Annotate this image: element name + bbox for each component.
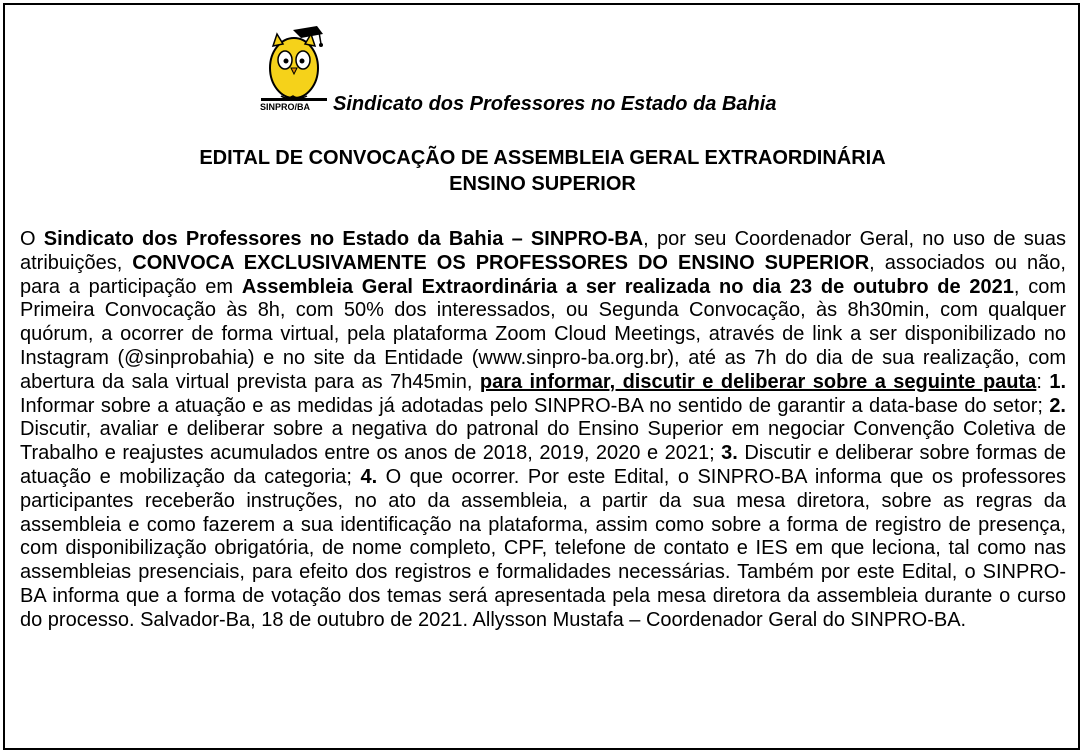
owl-logo [257,24,331,112]
text-segment: Discutir e deliberar sobre formas de atuação e mobilização da categoria; [20,442,1066,488]
text-segment: , com Primeira Convocação às 8h, com 50% dos interessados, ou Segunda Convocação, às 8h30min, com qualquer quórum, a ocorrer de forma virtual, pela plataforma Zoom Cloud Meetings, através de link a ser disponibilizado no Instagram (@sinprobahia) e no site da Entidade (www.sinpro-ba.org.br), até as 7h do dia de sua realização, com abertura da sala virtual prevista para as 7h45min, [20,275,1066,393]
item-number-4: 4. [360,465,378,488]
text-segment: O [20,228,44,250]
text-segment: , associados ou não, para a participação em [20,251,1066,298]
document-subtitle: ENSINO SUPERIOR [449,173,636,195]
text-segment: : [1036,370,1050,393]
document-title: EDITAL DE CONVOCAÇÃO DE ASSEMBLEIA GERAL EXTRAORDINÁRIA [199,147,886,169]
bold-segment-org: Sindicato dos Professores no Estado da Bahia – SINPRO-BA [43,228,644,250]
text-segment: Discutir, avaliar e deliberar sobre a negativa do patronal do Ensino Superior em negociar Convenção Coletiva de Trabalho e reajustes acumulados entre os anos de 2018, 2019, 2020 e 2021; [20,418,1066,465]
logo-lettering: SINPRO/BA [260,102,311,112]
text-segment: Informar sobre a atuação e as medidas já adotadas pelo SINPRO-BA no sentido de garantir a data-base do setor; [20,394,1050,417]
item-number-1: 1. [1049,370,1067,393]
bold-underlined-pauta: para informar, discutir e deliberar sobre a seguinte pauta [479,370,1037,393]
item-number-2: 2. [1049,394,1066,417]
edital-body [20,228,1066,633]
text-segment: O que ocorrer. Por este Edital, o SINPRO-BA informa que os professores participantes receberão instruções, no ato da assembleia, a partir da sua mesa diretora, sobre as regras da assembleia e como fazerem a sua identificação na plataforma, assim como sobre a forma de registro de presença, com disponibilização obrigatória, de nome completo, CPF, telefone de contato e IES em que leciona, tal como nas assembleias presenciais, para efeito dos registros e formalidades necessárias. Também por este Edital, o SINPRO-BA informa que a forma de votação dos temas será apresentada pela mesa diretora da assembleia durante o curso do processo. Salvador-Ba, 18 de outubro de 2021. Allysson Mustafa – Coordenador Geral do SINPRO-BA. [20,465,1067,631]
item-number-3: 3. [721,442,738,465]
organization-name: Sindicato dos Professores no Estado da Bahia [333,93,777,115]
bold-segment-convoca: CONVOCA EXCLUSIVAMENTE OS PROFESSORES DO ENSINO SUPERIOR [132,251,870,274]
text-segment: , por seu Coordenador Geral, no uso de suas atribuições, [20,228,1066,274]
bold-segment-assembleia: Assembleia Geral Extraordinária a ser realizada no dia 23 de outubro de 2021 [241,275,1014,298]
